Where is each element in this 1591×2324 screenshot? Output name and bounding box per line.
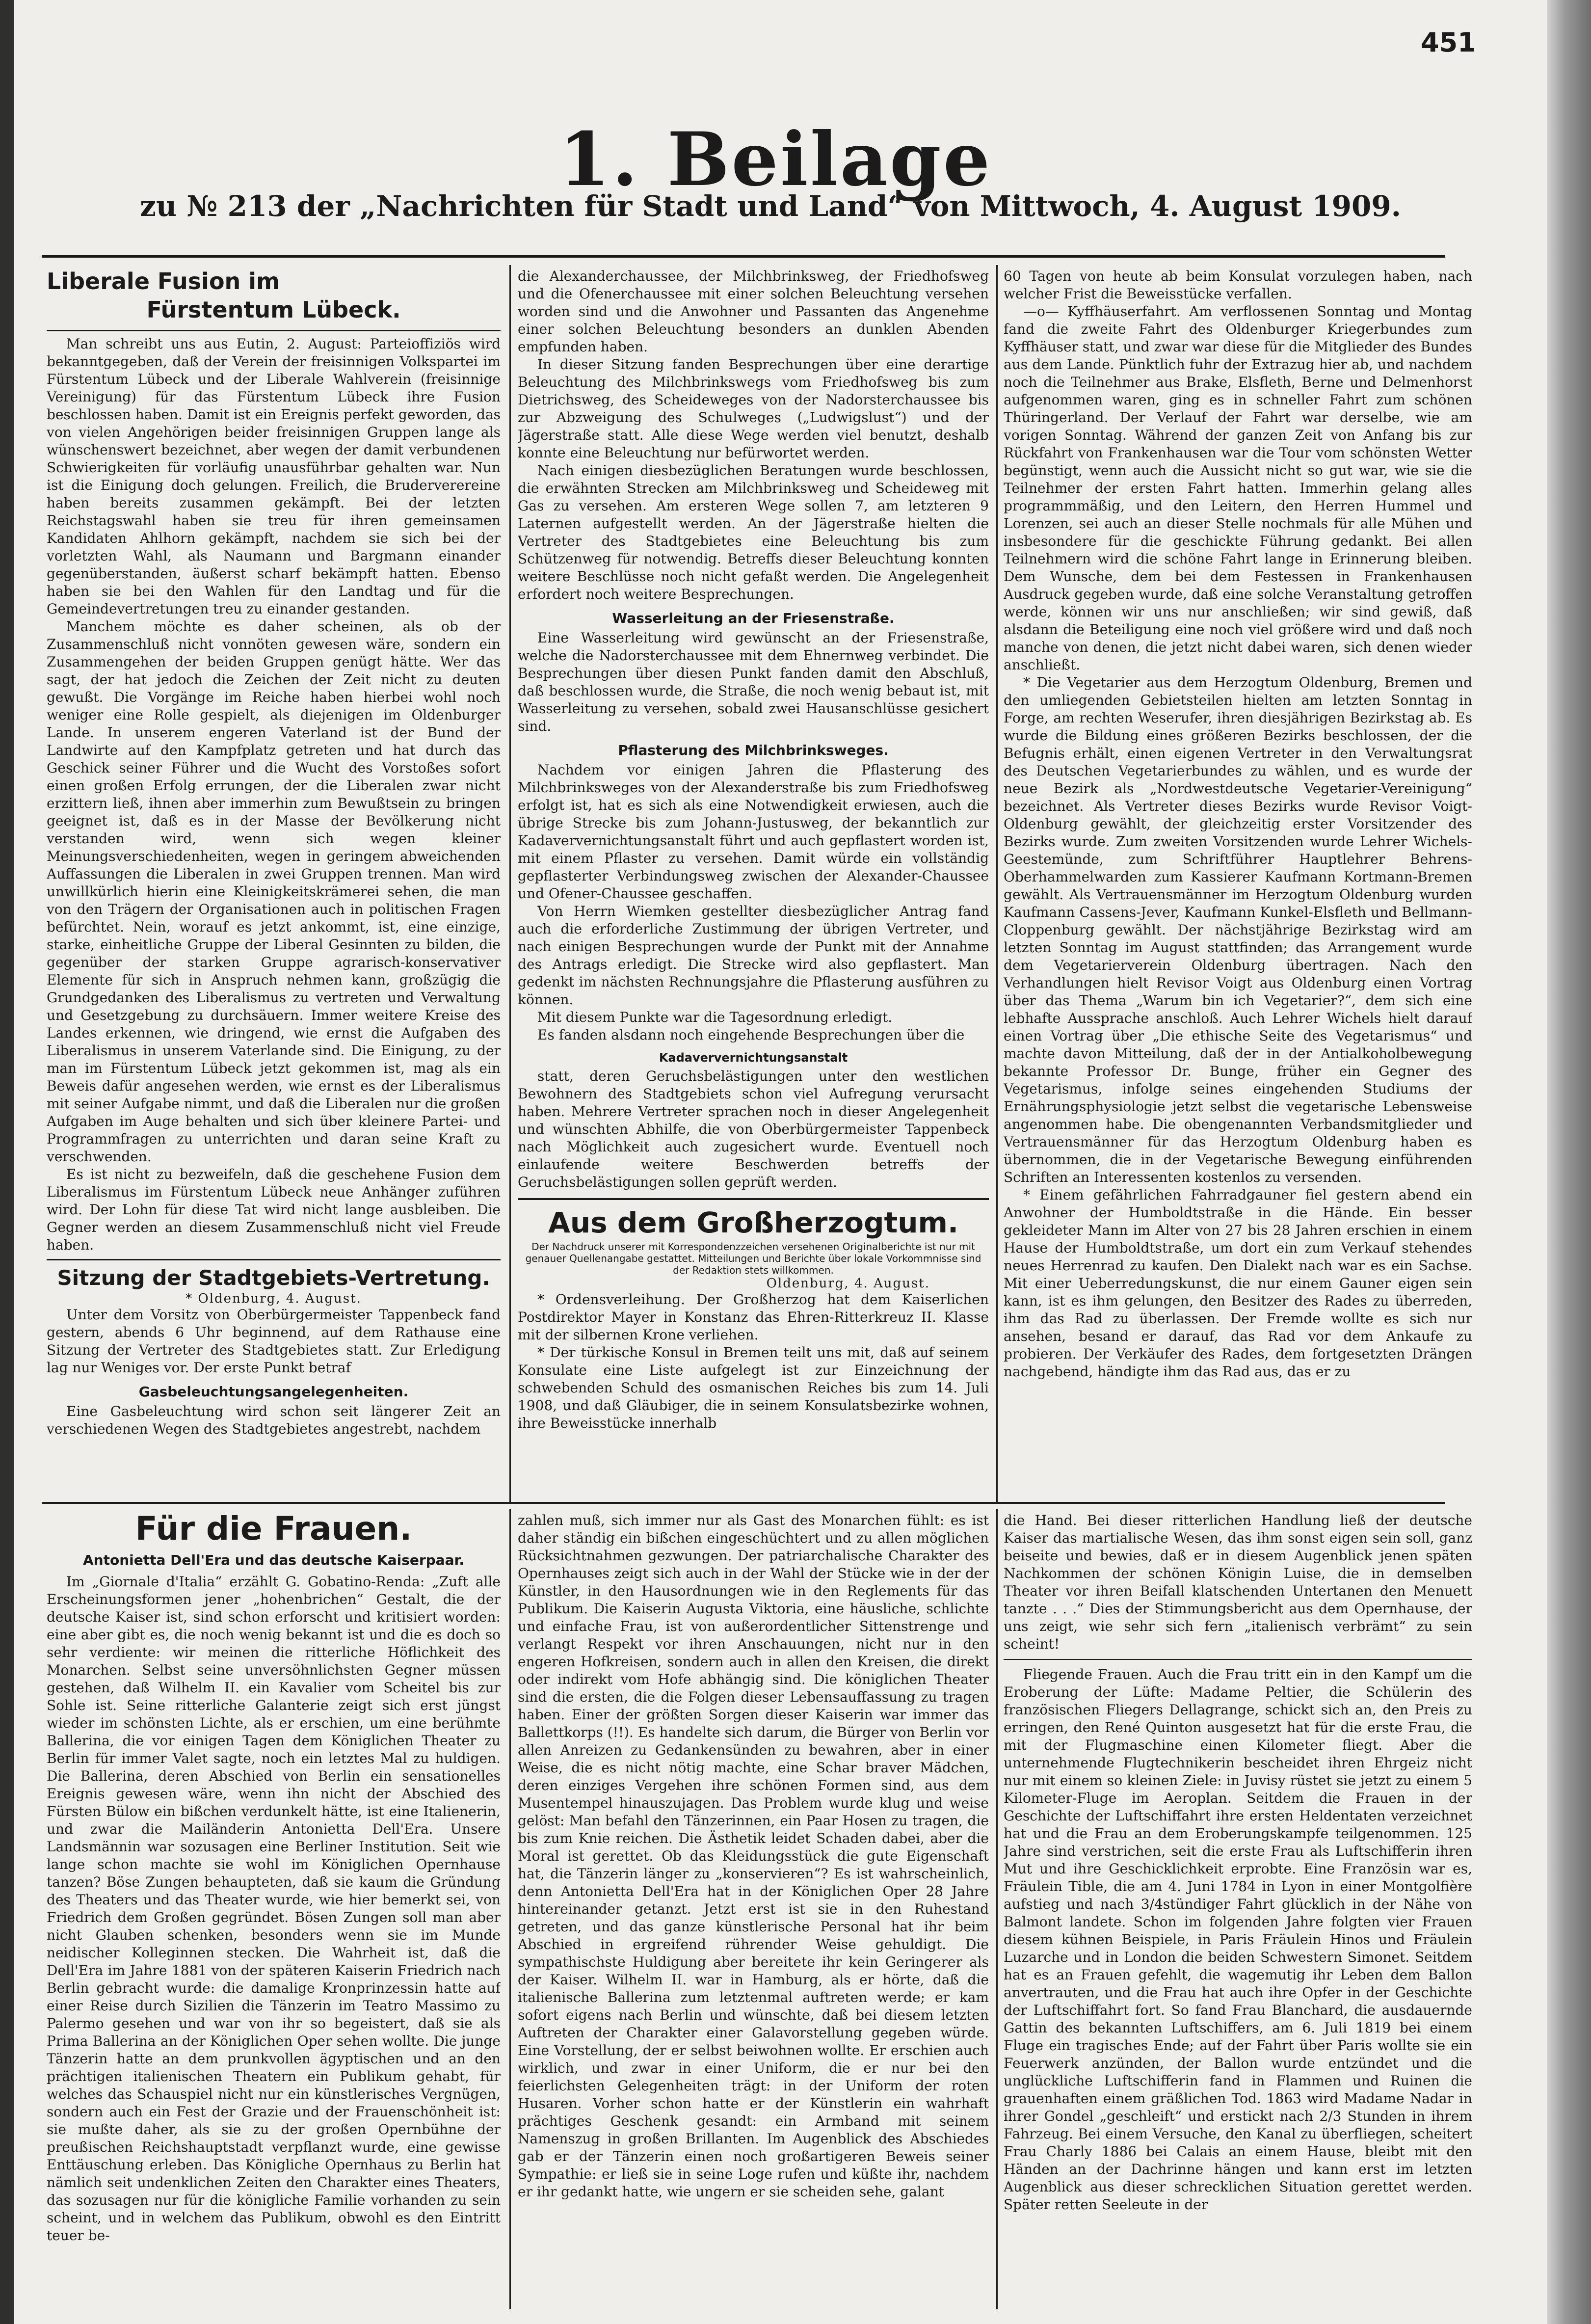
feuilleton-separator <box>1004 1659 1472 1660</box>
scan-left-edge <box>0 0 14 2324</box>
subheading: Pflasterung des Milchbrinksweges. <box>618 742 889 758</box>
section-heading: Aus dem Großherzogtum. <box>548 1206 958 1239</box>
feuilleton-paragraph: Fliegende Frauen. Auch die Frau tritt ein in den Kampf um die Eroberung der Lüfte: Madame Peltier, die Schülerin des französischen Fliegers Dellagrange, schickt sich an, den Preis zu erringen, den René Quinton ausgesetzt hat für die erste Frau, die mit der Flugmaschine einen Kilometer fliegt. Aber die unternehmende Flugtechnikerin bescheidet ihren Ehrgeiz nicht nur mit einem so kleinen Ziele: in Juvisy rüstet sie jetzt zu einem 5 Kilometer-Fluge im Aeroplan. Seitdem die Frauen in der Geschichte der Luftschiffahrt ihre ersten Heldentaten verzeichnet hat und die Frau an dem Eroberungskampfe teilgenommen. 125 Jahre sind verstrichen, seit die erste Frau als Luftschifferin ihren Mut und ihre Geschicklichkeit erprobte. Eine Französin war es, Fräulein Tible, die am 4. Juni 1784 in Lyon in einer Montgolfière aufstieg und nach 3/4stündiger Fahrt glücklich in der Nähe von Balmont landete. Schon im folgenden Jahre folgten vier Frauen diesem kühnen Beispiele, in Paris Fräulein Hinos und Fräulein Luzarche und in London die beiden Schwestern Simonet. Seitdem hat es an Frauen gefehlt, die wagemutig ihr Leben dem Ballon anvertrauten, und die Frau hat auch ihre Opfer in der Geschichte der Luftschiffahrt fort. So fand Frau Blanchard, die ausdauernde Gattin des bekannten Luftschiffers, am 6. Juli 1819 bei einem Fluge ein tragisches Ende; auf der Fahrt über Paris wollte sie ein Feuerwerk anzünden, der Ballon wurde entzündet und die unglückliche Luftschifferin fand in Flammen und Ruinen die grauenhaften einem gräßlichen Tod. 1863 wird Madame Nadar in ihrer Gondel „geschleift“ und erstickt nach 2/3 Stunden in ihrem Fahrzeug. Bei einem Versuche, den Kanal zu überfliegen, scheitert Frau Charly 1886 bei Calais an einem Hause, bleibt mit den Händen an der Dachrinne hängen und kann erst im letzten Augenblick aus dieser schrecklichen Situation gerettet werden. Später retten Seeleute in der <box>1004 1666 1472 2213</box>
news-item: * Die Vegetarier aus dem Herzogtum Oldenburg, Bremen und den umliegenden Gebietsteilen hielten am letzten Sonntag in Forge, am rechten Weserufer, ihren diesjährigen Bezirkstag ab. Es wurde die Bildung eines größeren Bezirks beschlossen, der die Befugnis erhält, einen eigenen Vertreter in den Verwaltungsrat des Deutschen Vegetarierbundes zu wählen, und es wurde der neue Bezirk als „Nordwestdeutsche Vegetarier-Vereinigung“ bezeichnet. Als Vertreter dieses Bezirks wurde Revisor Voigt-Oldenburg gewählt, der gleichzeitig erster Vorsitzender des Bezirks wurde. Zum zweiten Vorsitzenden wurde Lehrer Wichels-Geestemünde, zum Schriftführer Hauptlehrer Behrens-Oberhammelwarden zum Kassierer Kaufmann Kortmann-Bremen gewählt. Als Vertrauensmänner im Herzogtum Oldenburg wurden Kaufmann Cassens-Jever, Kaufmann Kunkel-Elsfleth und Bellmann-Cloppenburg gewählt. Der nächstjährige Bezirkstag wird am letzten Sonntag im August stattfinden; das Arrangement wurde dem Vegetarierverein Oldenburg übertragen. Nach den Verhandlungen hielt Revisor Voigt aus Oldenburg einen Vortrag über das Thema „Warum bin ich Vegetarier?“, dem sich eine lebhafte Aussprache anschloß. Auch Lehrer Wichels hielt darauf einen Vortrag über „Die ethische Seite des Vegetarismus“ und machte davon Mitteilung, daß der in der Antialkoholbewegung bekannte Professor Dr. Bunge, früher ein Gegner des Vegetarismus, infolge seines eingehenden Studiums der Ernährungsphysiologie jetzt selbst die vegetarische Lebensweise angenommen habe. Die obengenannten Verbandsmitglieder und Vertrauensmänner für das Herzogtum Oldenburg haben es übernommen, die in der Vegetarische Bewegung einführenden Schriften an Interessenten kostenlos zu versenden. <box>1004 674 1472 1185</box>
dateline: * Oldenburg, 4. August. <box>186 1291 362 1306</box>
article-paragraph: Unter dem Vorsitz von Oberbürgermeister Tappenbeck fand gestern, abends 6 Uhr beginnend, auf dem Rathause eine Sitzung der Vertreter des Stadtgebietes statt. Zur Erledigung lag nur Weniges vor. Der erste Punkt betraf <box>47 1306 501 1376</box>
article-heading-line1: Liberale Fusion im <box>47 268 280 294</box>
article-heading-line2: Fürstentum Lübeck. <box>146 296 401 323</box>
news-item: —o— Kyffhäuserfahrt. Am verflossenen Sonntag und Montag fand die zweite Fahrt des Oldenburger Kriegerbundes zum Kyffhäuser statt, und zwar war diese für die Mitglieder des Bundes aus dem Lande. Pünktlich fuhr der Extrazug hier ab, und nachdem noch die Teilnehmer aus Brake, Elsfleth, Berne und Delmenhorst aufgenommen waren, ging es in schneller Fahrt zum schönen Thüringerland. Der Verlauf der Fahrt war derselbe, wie am vorigen Sonntag. Während der ganzen Zeit von Anfang bis zur Rückfahrt von Frankenhausen war die Tour vom schönsten Wetter begünstigt, wenn auch die Aussicht nicht so gut war, wie sie die Teilnehmer der ersten Fahrt hatten. Immerhin gelang alles programmmäßig, und den Leitern, den Herren Hummel und Lorenzen, sei auch an dieser Stelle nochmals für alle Mühen und insbesondere für die geschickte Führung gedankt. Bei allen Teilnehmern wird die schöne Fahrt lange in Erinnerung bleiben. Dem Wunsche, dem bei dem Festessen in Frankenhausen Ausdruck gegeben wurde, daß eine solche Veranstaltung getroffen werde, können wir uns nur anschließen; wir sind gewiß, daß alsdann die Beteiligung eine noch viel größere wird und daß noch manche von denen, die jetzt nicht dabei waren, sich denen wieder anschließt. <box>1004 303 1472 673</box>
article-separator <box>47 1259 501 1260</box>
article-paragraph: Nach einigen diesbezüglichen Beratungen wurde beschlossen, die erwähnten Strecken am Milchbrinksweg und Scheideweg mit Gas zu versehen. Am ersteren Wege sollen 7, am letzteren 9 Laternen aufgestellt werden. An der Jägerstraße hielten die Vertreter des Stadtgebietes eine Beleuchtung bis zum Schützenweg für notwendig. Betreffs dieser Beleuchtung konnten weitere Beschlüsse noch nicht gefaßt werden. Die Angelegenheit erfordert noch weitere Besprechungen. <box>518 462 989 602</box>
article-paragraph: In dieser Sitzung fanden Besprechungen über eine derartige Beleuchtung des Milchbrinkswegs vom Friedhofsweg bis zum Dietrichsweg, des Scheideweges von der Nadorsterchaussee bis zur Abzweigung des Schulweges („Ludwigslust“) und der Jägerstraße statt. Alle diese Wege werden viel benutzt, deshalb konnte eine Beleuchtung nur befürwortet werden. <box>518 356 989 461</box>
article-paragraph: Nachdem vor einigen Jahren die Pflasterung des Milchbrinksweges von der Alexanderstraße bis zum Friedhofsweg erfolgt ist, hat es sich als eine Notwendigkeit erwiesen, auch die übrige Strecke bis zum Johann-Justusweg, der bekanntlich zur Kadaververnichtungsanstalt führt und auch gepflastert worden ist, mit einem Pflaster zu versehen. Damit würde ein vollständig gepflasterter Verbindungsweg zwischen der Alexander-Chaussee und Ofener-Chaussee geschaffen. <box>518 762 989 902</box>
column-3 <box>1004 267 1472 1497</box>
feuilleton-paragraph: Im „Giornale d'Italia“ erzählt G. Gobatino-Renda: „Zuft alle Erscheinungsformen jener „hohenbrichen“ Gestalt, die der deutsche Kaiser ist, sind schon erforscht und kritisiert worden: eine aber gibt es, die noch wenig bekannt ist und die es doch so sehr verdiente: wir meinen die ritterliche Höflichkeit des Monarchen. Selbst seine unversöhnlichsten Gegner müssen gestehen, daß Wilhelm II. ein Kavalier vom Scheitel bis zur Sohle ist. Seine ritterliche Galanterie zeigt sich erst jüngst wieder im schönsten Lichte, als er erschien, um eine berühmte Ballerina, die vor einigen Tagen dem Königlichen Theater zu Berlin für immer Valet sagte, noch ein letztes Mal zu huldigen. Die Ballerina, deren Abschied von Berlin ein sensationelles Ereignis gewesen wäre, wenn ihn nicht der Abschied des Fürsten Bülow ein bißchen verdunkelt hätte, ist eine Italienerin, und zwar die Mailänderin Antonietta Dell'Era. Unsere Landsmännin war sozusagen eine Berliner Institution. Seit wie lange schon machte sie wohl im Königlichen Opernhause tanzen? Böse Zungen behaupteten, daß sie kaum die Gründung des Theaters und das Theater wurde, wie hier bemerkt sei, von Friedrich dem Großen gegründet. Bösen Zungen soll man aber nicht Glauben schenken, besonders wenn sie im Munde neidischer Kolleginnen stecken. Die Wahrheit ist, daß die Dell'Era im Jahre 1881 von der späteren Kaiserin Friedrich nach Berlin gebracht wurde: die damalige Kronprinzessin hatte auf einer Reise durch Sizilien die Tänzerin im Teatro Massimo zu Palermo gesehen und war von ihr so begeistert, daß sie als Prima Ballerina an der Königlichen Oper sehen wollte. Die junge Tänzerin hatte an dem prunkvollen ägyptischen und an den prächtigen italienischen Theatern ein Publikum gehabt, für welches das Schauspiel nicht nur ein künstlerisches Vergnügen, sondern auch ein Fest der Grazie und der Frauenschönheit ist: sie mußte daher, als sie zu der großen Opernbühne der preußischen Reichshauptstadt verpflanzt wurde, eine gewisse Enttäuschung erleben. Das Königliche Opernhaus zu Berlin hat nämlich seit undenklichen Zeiten den Charakter eines Theaters, das sozusagen nur für die königliche Familie vorhanden zu sein scheint, und in welchem das Publikum, obwohl es den Eintritt teuer be- <box>47 1574 501 2244</box>
section-separator <box>518 1198 989 1200</box>
reprint-notice: Der Nachdruck unserer mit Korrespondenzzeichen versehenen Originalberichte ist nur mit genauer Quellenangabe gestattet. Mitteilungen und Berichte über lokale Vorkommnisse sind der Redaktion stets willkommen. <box>525 1240 981 1276</box>
article-heading: Sitzung der Stadtgebiets-Vertretung. <box>57 1266 490 1290</box>
article-paragraph: Mit diesem Punkte war die Tagesordnung erledigt. <box>537 1009 893 1025</box>
subheading: Wasserleitung an der Friesenstraße. <box>612 610 895 626</box>
supplement-title: 1. Beilage <box>558 116 992 203</box>
column-rule-2 <box>996 265 998 1502</box>
article-paragraph: Es fanden alsdann noch eingehende Besprechungen über die <box>537 1027 965 1043</box>
column-1 <box>47 267 501 1497</box>
news-item: * Ordensverleihung. Der Großherzog hat dem Kaiserlichen Postdirektor Mayer in Konstanz das Ehren-Ritterkreuz II. Klasse mit der silbernen Krone verliehen. <box>518 1291 989 1343</box>
feuilleton-column-1 <box>47 1573 501 2309</box>
feuilleton-column-rule-1 <box>509 1509 511 2309</box>
heading-underline <box>47 330 501 331</box>
article-paragraph: Eine Gasbeleuchtung wird schon seit längerer Zeit an verschiedenen Wegen des Stadtgebietes angestrebt, nachdem <box>47 1403 501 1437</box>
feuilleton-paragraph: die Hand. Bei dieser ritterlichen Handlung ließ der deutsche Kaiser das martialische Wesen, das ihm sonst eigen sein soll, ganz beiseite und bewies, daß er in diesem Augenblick jenen späten Nachkommen der schönen Königin Luise, die in demselben Theater vor ihren Beifall klatschenden Untertanen den Menuett tanzte . . .“ Dies der Stimmungsbericht aus dem Opernhause, der uns zeigt, wie sehr sich fern „italienisch verbrämt“ zu sein scheint! <box>1004 1512 1472 1652</box>
article-paragraph: statt, deren Geruchsbelästigungen unter den westlichen Bewohnern des Stadtgebiets schon viel Aufregung verursacht haben. Mehrere Vertreter sprachen noch in dieser Angelegenheit und wünschten Abhilfe, die von Oberbürgermeister Tappenbeck nach Möglichkeit auch zugesichert wurde. Eventuell noch einlaufende weitere Beschwerden betreffs der Geruchsbelästigungen sollen geprüft werden. <box>518 1068 989 1190</box>
news-item: 60 Tagen von heute ab beim Konsulat vorzulegen haben, nach welcher Frist die Beweisstücke verfallen. <box>1004 268 1472 302</box>
feuilleton-subtitle: Antonietta Dell'Era und das deutsche Kaiserpaar. <box>83 1552 464 1568</box>
article-paragraph: Es ist nicht zu bezweifeln, daß die geschehene Fusion dem Liberalismus im Fürstentum Lübeck neue Anhänger zuführen wird. Der Lohn für diese Tat wird nicht lange ausbleiben. Die Gegner werden an diesem Zusammenschluß nicht viel Freude haben. <box>47 1166 501 1253</box>
feuilleton-title: Für die Frauen. <box>135 1510 412 1548</box>
scan-right-edge <box>1547 0 1591 2324</box>
article-paragraph: Man schreibt uns aus Eutin, 2. August: Parteioffiziös wird bekanntgegeben, daß der Verein der freisinnigen Volkspartei im Fürstentum Lübeck und der Liberale Wahlverein (freisinnige Vereinigung) für das Fürstentum Lübeck ihre Fusion beschlossen haben. Damit ist ein Ereignis perfekt geworden, das von vielen Angehörigen beider freisinnigen Gruppen lange als wünschenswert bezeichnet, aber wegen der damit verbundenen Schwierigkeiten für vorläufig unausführbar gehalten war. Nun ist die Einigung doch gelungen. Freilich, die Bruderverereine haben bereits zusammen gekämpft. Bei der letzten Reichstagswahl haben sie treu für ihren gemeinsamen Kandidaten Ahlhorn gekämpft, nachdem sie sich bei der vorletzten Wahl, als Naumann und Bargmann einander gegenüberstanden, äußerst scharf bekämpft hatten. Ebenso haben sie bei den Wahlen für den Landtag und für die Gemeindevertretungen treu zu einander gestanden. <box>47 336 501 617</box>
news-item: * Einem gefährlichen Fahrradgauner fiel gestern abend ein Anwohner der Humboldtstraße in die Hände. Ein besser gekleideter Mann im Alter von 27 bis 28 Jahren erschien in einem Hause der Humboldtstraße, um dort ein zum Verkauf stehendes neues Herrenrad zu kaufen. Den Dialekt nach war es ein Sachse. Mit einer Ueberredungskunst, die nur einem Gauner eigen sein kann, ist es ihm gelungen, den Besitzer des Rades zu überreden, ihm das Rad zu überlassen. Der Fremde wollte es sich nur ansehen, besand er darauf, das Rad vor dem Ankaufe zu probieren. Der Verkäufer des Rades, dem fortgesetzten Drängen nachgebend, händigte ihm das Rad aus, das er zu <box>1004 1187 1472 1380</box>
article-paragraph: die Alexanderchaussee, der Milchbrinksweg, der Friedhofsweg und die Ofenerchaussee mit einer solchen Beleuchtung versehen worden sind und die Anwohner und Passanten das Angenehme einer solchen Beleuchtung besonders an dunklen Abenden empfunden haben. <box>518 268 989 355</box>
feuilleton-header <box>47 1509 501 1573</box>
column-rule-1 <box>509 265 511 1502</box>
masthead-rule <box>42 255 1445 258</box>
column-2 <box>518 267 989 1497</box>
feuilleton-column-2 <box>518 1512 989 2309</box>
subheading: Kadaververnichtungsanstalt <box>659 1051 848 1065</box>
subheading: Gasbeleuchtungsangelegenheiten. <box>138 1383 409 1400</box>
page-number: 451 <box>1421 27 1476 58</box>
feuilleton-column-rule-2 <box>996 1509 998 2309</box>
news-item: * Der türkische Konsul in Bremen teilt uns mit, daß auf seinem Konsulate eine Liste aufgelegt ist zur Einzeichnung der schwebenden Schuld des osmanischen Reiches bis zum 14. Juli 1908, und daß Gläubiger, die in seinem Konsulatsbezirke wohnen, ihre Beweisstücke innerhalb <box>518 1344 989 1431</box>
feuilleton-paragraph: zahlen muß, sich immer nur als Gast des Monarchen fühlt: es ist daher ständig ein bißchen eingeschüchtert und zu allen möglichen Rücksichtnahmen gezwungen. Der patriarchalische Charakter des Opernhauses zeigt sich auch in der Wahl der Stücke wie in der der Künstler, in den Hausordnungen wie in den Reglements für das Publikum. Die Kaiserin Augusta Viktoria, eine häusliche, schlichte und einfache Frau, ist von außerordentlicher Sittenstrenge und verlangt Respekt vor ihren Anschauungen, nicht nur in den engeren Hofkreisen, sondern auch in allen den Kreisen, die direkt oder indirekt vom Hofe abhängig sind. Die königlichen Theater sind die ersten, die die Folgen dieser Lebensauffassung zu tragen haben. Einer der größten Sorgen dieser Kaiserin war immer das Ballettkorps (!!). Es handelte sich darum, die Bürger von Berlin vor allen Anreizen zu Gedankensünden zu bewahren, aber in einer Weise, die es nicht nötig machte, eine Schar braver Mädchen, deren einziges Vergehen ihre schönen Formen sind, aus dem Musentempel hinauszujagen. Das Problem wurde klug und weise gelöst: Man befahl den Tänzerinnen, ein Paar Hosen zu tragen, die bis zum Knie reichen. Die Ästhetik leidet Schaden dabei, aber die Moral ist gerettet. Ob das Kleidungsstück die gute Eigenschaft hat, die Tänzerin länger zu „konservieren“? Es ist wahrscheinlich, denn Antonietta Dell'Era hat in der Königlichen Oper 28 Jahre hintereinander getanzt. Jetzt erst ist sie in den Ruhestand getreten, und das ganze künstlerische Personal hat ihr beim Abschied in ergreifend rührender Weise gehuldigt. Die sympathischste Huldigung aber bereitete ihr kein Geringerer als der Kaiser. Wilhelm II. war in Hamburg, als er hörte, daß die italienische Ballerina zum letztenmal auftreten werde; er kam sofort eigens nach Berlin und wünschte, daß bei diesem letzten Auftreten der Charakter einer Galavorstellung gegeben würde. Eine Vorstellung, der er selbst beiwohnen wollte. Er erschien auch wirklich, und zwar in einer Uniform, die er nur bei den feierlichsten Gelegenheiten trägt: in der Uniform der roten Husaren. Vorher schon hatte er der Künstlerin ein wahrhaft prächtiges Geschenk gesandt: ein Armband mit seinem Namenszug in großen Brillanten. Im Augenblick des Abschiedes gab er der Tänzerin einen noch großartigeren Beweis seiner Sympathie: er ließ sie in seine Loge rufen und küßte ihr, nachdem er ihr gedankt hatte, wie ungern er sie scheiden sehe, galant <box>518 1512 989 2200</box>
dateline: Oldenburg, 4. August. <box>766 1276 930 1291</box>
article-paragraph: Eine Wasserleitung wird gewünscht an der Friesenstraße, welche die Nadorsterchaussee mit dem Ehnernweg verbindet. Die Besprechungen über diesen Punkt fanden damit den Abschluß, daß beschlossen wurde, die Straße, die noch wenig bebaut ist, mit Wasserleitung zu versehen, sobald zwei Hausanschlüsse gesichert sind. <box>518 630 989 734</box>
article-paragraph: Manchem möchte es daher scheinen, als ob der Zusammenschluß nicht vonnöten gewesen wäre, sondern ein Zusammengehen der beiden Gruppen genügt hätte. Wer das sagt, der hat jedoch die Zeichen der Zeit nicht zu deuten gewußt. Die Vorgänge im Reiche haben hierbei wohl noch weniger eine Rolle gespielt, als diejenigen im Oldenburger Lande. In unserem engeren Vaterland ist der Bund der Landwirte auf den Kampfplatz getreten und hat durch das Geschick seiner Führer und die Wucht des Vorstoßes sofort einen großen Erfolg errungen, der die Liberalen zwar nicht erzittern ließ, ihnen aber immerhin zum Bewußtsein zu bringen geeignet ist, daß es in der Masse der Bevölkerung nicht verstanden wird, wenn sich wegen kleiner Meinungsverschiedenheiten, wegen in geringem abweichenden Auffassungen die Liberalen in zwei Gruppen trennen. Man wird unwillkürlich hierin eine Kleinigkeitskrämerei sehen, die man von den Trägern der Organisationen auch in politischen Fragen befürchtet. Nein, worauf es jetzt ankommt, ist, eine einzige, starke, einheitliche Gruppe der Liberal Gesinnten zu bilden, die gegenüber der starken Gruppe agrarisch-konservativer Elemente für sich in Anspruch nehmen kann, großzügig die Grundgedanken des Liberalismus zu vertreten und Verwaltung und Gesetzgebung zu durchsäuern. Immer weitere Kreise des Landes erkennen, wie dringend, wie ernst die Aufgaben des Liberalismus in unserem Vaterlande sind. Die Einigung, zu der man im Fürstentum Lübeck jetzt gekommen ist, mag als ein Beweis dafür angesehen werden, wie ernst es der Liberalismus mit seiner Aufgabe nimmt, und daß die Liberalen nur die großen Aufgaben im Auge behalten und sich über kleinere Partei- und Programmfragen zu unterrichten und daran seine Kraft zu verschwenden. <box>47 618 501 1165</box>
feuilleton-column-3 <box>1004 1512 1472 2309</box>
feuilleton-rule <box>42 1502 1445 1504</box>
supplement-subline: zu № 213 der „Nachrichten für Stadt und Land“ von Mittwoch, 4. August 1909. <box>140 189 1401 223</box>
article-paragraph: Von Herrn Wiemken gestellter diesbezüglicher Antrag fand auch die erforderliche Zustimmung der übrigen Vertreter, und nach einigen Besprechungen wurde der Punkt mit der Annahme des Antrags erledigt. Die Strecke wird also gepflastert. Man gedenkt im nächsten Rechnungsjahre die Pflasterung ausführen zu können. <box>518 903 989 1008</box>
